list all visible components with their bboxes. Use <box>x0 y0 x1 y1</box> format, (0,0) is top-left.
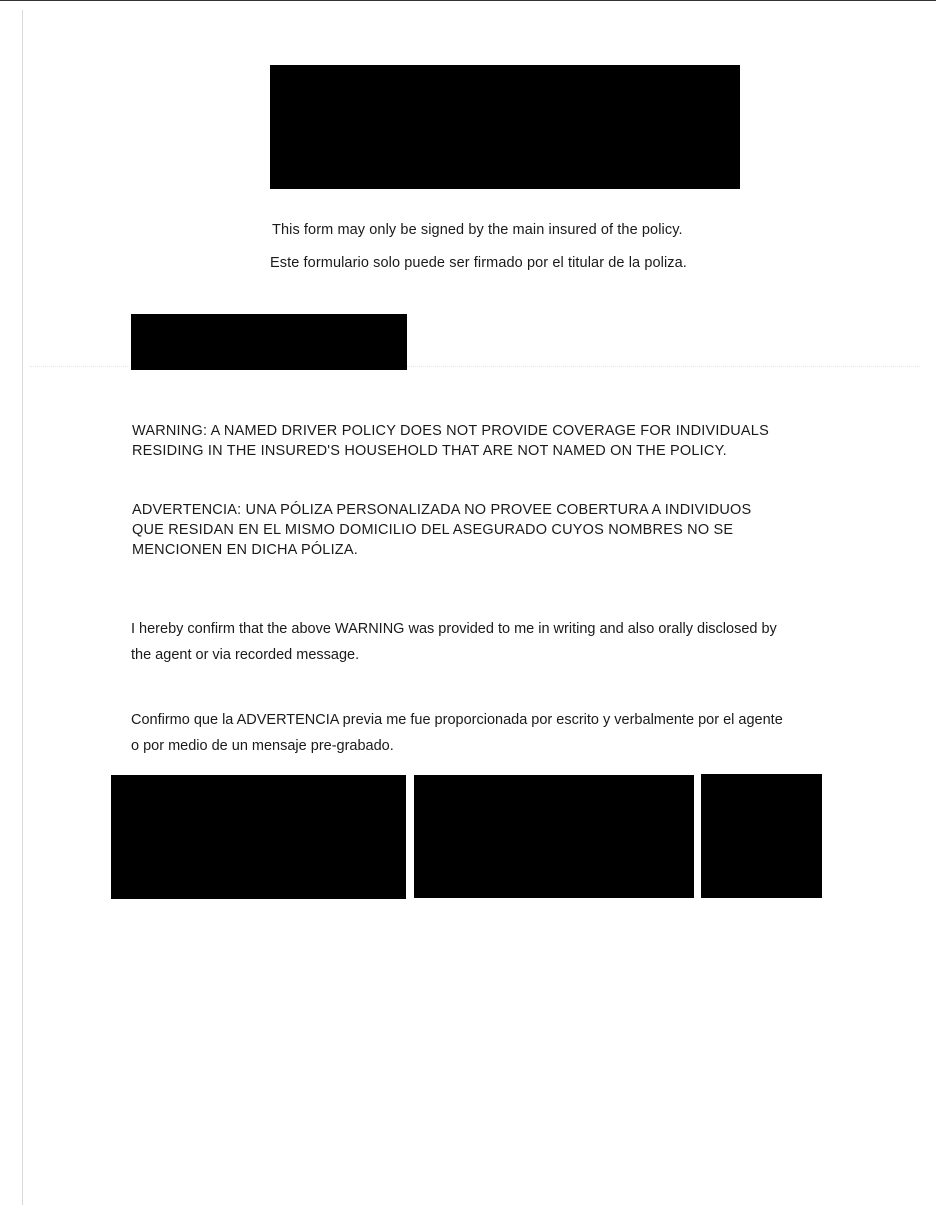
confirmation-english-line: the agent or via recorded message. <box>131 647 360 663</box>
redacted-name-block <box>414 775 694 898</box>
warning-line: WARNING: A NAMED DRIVER POLICY DOES NOT PROVIDE COVERAGE FOR INDIVIDUALS <box>132 423 769 439</box>
confirmation-english <box>131 616 777 668</box>
warning-spanish <box>132 500 751 560</box>
page-top-border <box>0 0 936 1</box>
warning-line: RESIDING IN THE INSURED'S HOUSEHOLD THAT ARE NOT NAMED ON THE POLICY. <box>132 443 727 459</box>
warning-english <box>132 421 769 461</box>
advertencia-line: ADVERTENCIA: UNA PÓLIZA PERSONALIZADA NO PROVEE COBERTURA A INDIVIDUOS <box>132 502 752 518</box>
redacted-policy-info-block <box>131 314 407 370</box>
notice-spanish: Este formulario solo puede ser firmado por el titular de la poliza. <box>270 255 687 271</box>
confirmation-spanish-line: o por medio de un mensaje pre-grabado. <box>131 738 394 754</box>
advertencia-line: MENCIONEN EN DICHA PÓLIZA. <box>132 542 358 558</box>
redacted-signature-block <box>111 775 406 899</box>
confirmation-english-line: I hereby confirm that the above WARNING was provided to me in writing and also orally disclosed by <box>131 621 777 637</box>
redacted-date-block <box>701 774 822 898</box>
confirmation-spanish-line: Confirmo que la ADVERTENCIA previa me fue proporcionada por escrito y verbalmente por el agente <box>131 712 783 728</box>
confirmation-spanish <box>131 707 783 759</box>
redacted-header-block <box>270 65 740 189</box>
advertencia-line: QUE RESIDAN EN EL MISMO DOMICILIO DEL ASEGURADO CUYOS NOMBRES NO SE <box>132 522 734 538</box>
page-left-margin-line <box>22 10 23 1205</box>
notice-english: This form may only be signed by the main insured of the policy. <box>272 222 683 238</box>
